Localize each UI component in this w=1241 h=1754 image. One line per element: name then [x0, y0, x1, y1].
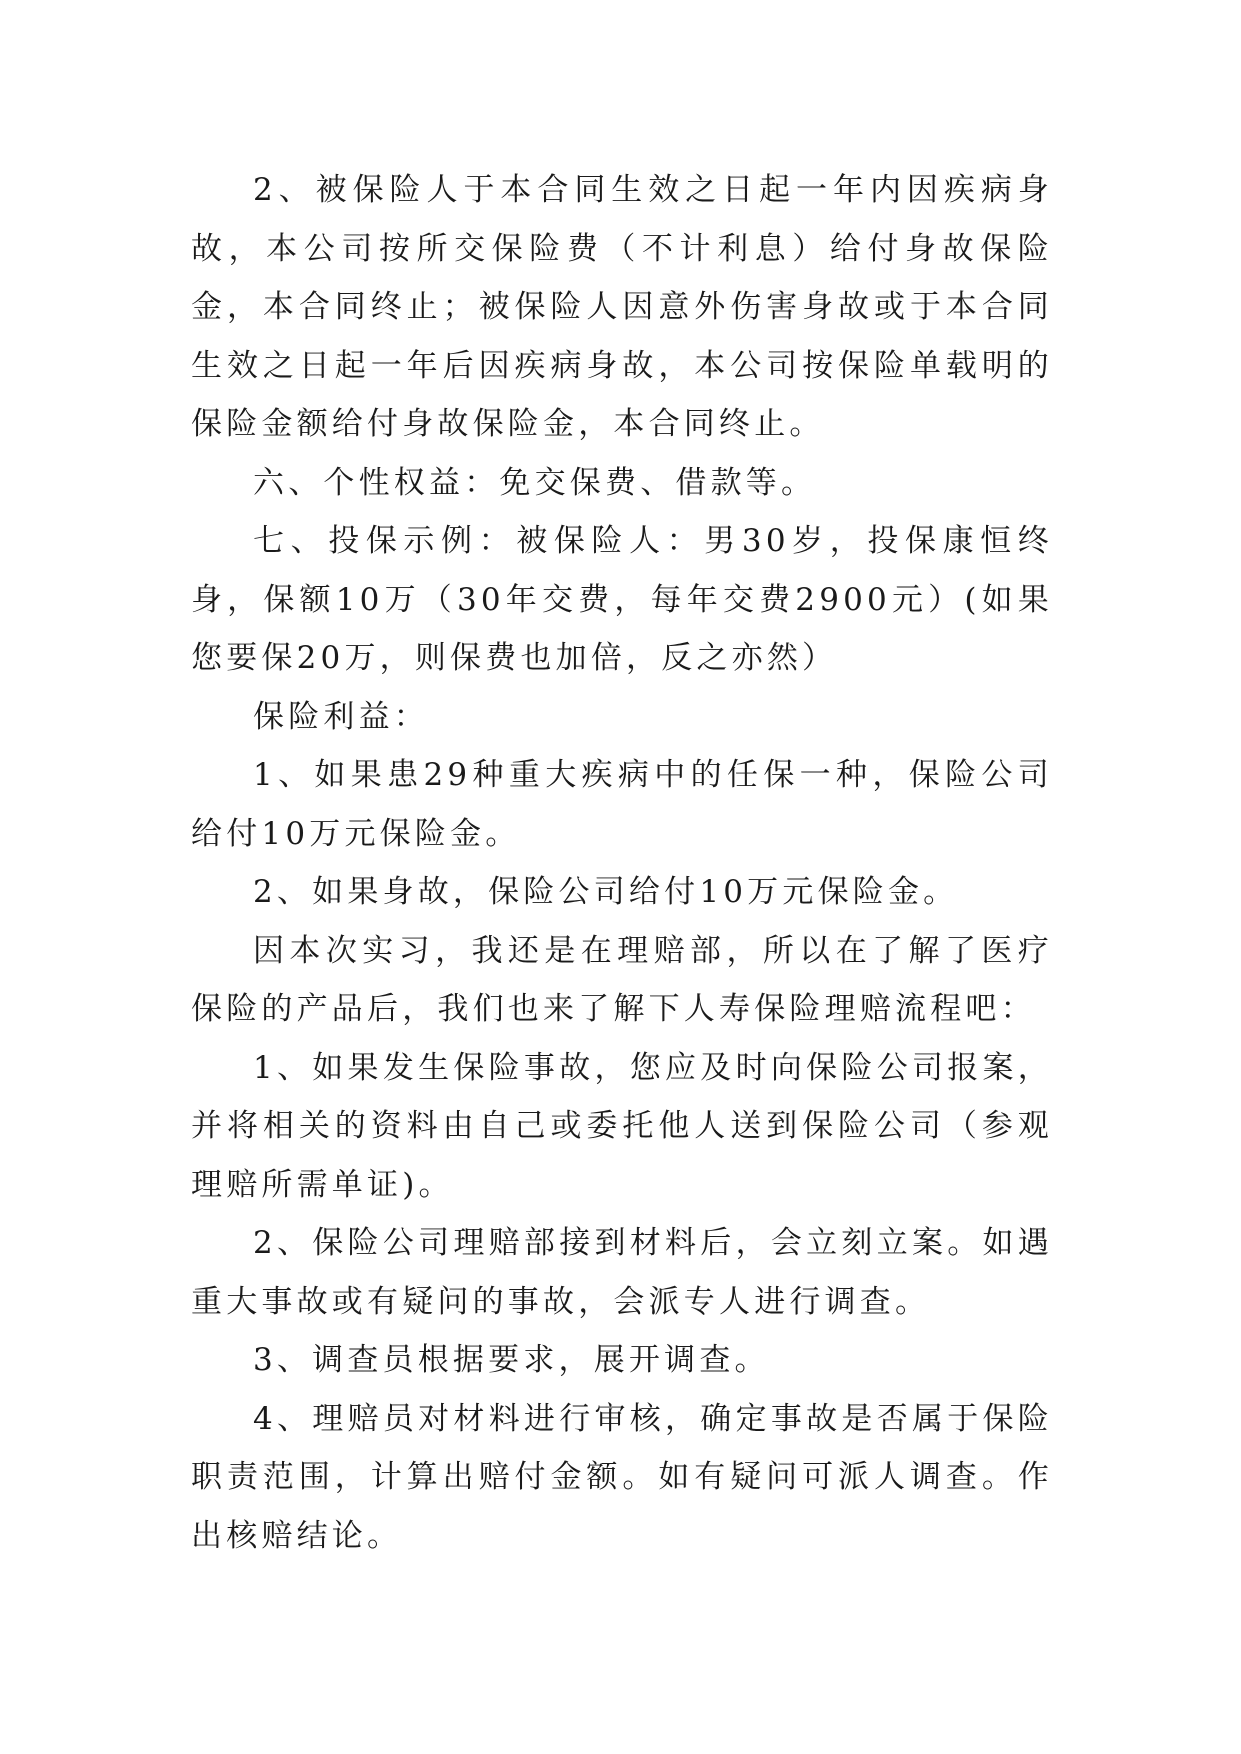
paragraph-claims-intro: 因本次实习，我还是在理赔部，所以在了解了医疗保险的产品后，我们也来了解下人寿保险理赔流程吧： [191, 932, 1053, 1027]
paragraph-claims-step-3: 3、调查员根据要求，展开调查。 [253, 1342, 770, 1378]
paragraph-claims-step-4: 4、理赔员对材料进行审核，确定事故是否属于保险职责范围，计算出赔付金额。如有疑问可派人调查。作出核赔结论。 [191, 1400, 1053, 1554]
paragraph-example: 七、投保示例：被保险人：男30岁，投保康恒终身，保额10万（30年交费，每年交费2900元）(如果您要保20万，则保费也加倍，反之亦然） [191, 523, 1053, 676]
paragraph-benefits-heading: 保险利益： [253, 698, 429, 735]
paragraph-death-benefit-clause: 2、被保险人于本合同生效之日起一年内因疾病身故，本公司按所交保险费（不计利息）给付身故保险金，本合同终止；被保险人因意外伤害身故或于本合同生效之日起一年后因疾病身故，本公司按保险单载明的保险金额给付身故保险金，本合同终止。 [191, 172, 1053, 442]
paragraph-claims-step-2: 2、保险公司理赔部接到材料后，会立刻立案。如遇重大事故或有疑问的事故，会派专人进行调查。 [191, 1225, 1053, 1320]
document-body [191, 161, 1053, 1565]
paragraph-benefit-death: 2、如果身故，保险公司给付10万元保险金。 [253, 874, 959, 910]
paragraph-personal-rights: 六、个性权益：免交保费、借款等。 [253, 464, 817, 501]
paragraph-benefit-critical-illness: 1、如果患29种重大疾病中的任保一种，保险公司给付10万元保险金。 [191, 757, 1053, 852]
paragraph-claims-step-1: 1、如果发生保险事故，您应及时向保险公司报案，并将相关的资料由自己或委托他人送到保险公司（参观理赔所需单证)。 [191, 1049, 1053, 1203]
